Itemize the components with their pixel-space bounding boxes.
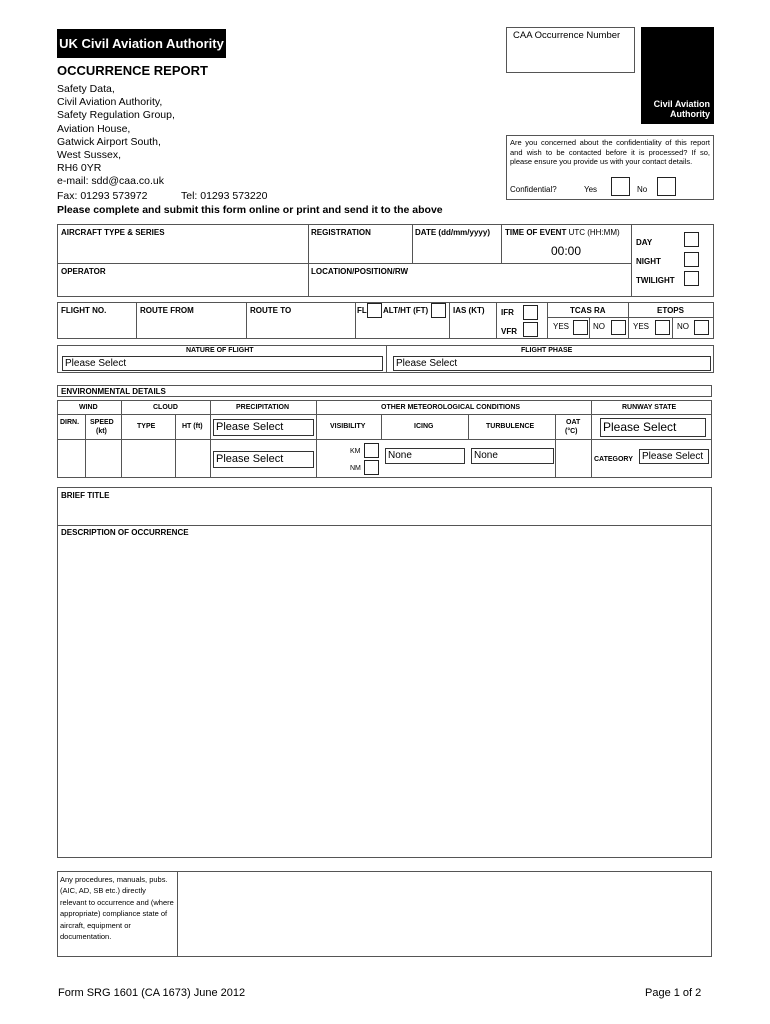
aircraft-type-label: AIRCRAFT TYPE & SERIES xyxy=(61,228,165,237)
email-line: e-mail: sdd@caa.co.uk xyxy=(57,175,164,188)
speed-unit: (kt) xyxy=(96,428,107,435)
route-to-input[interactable] xyxy=(248,317,353,337)
logo-text-line1: Civil Aviation xyxy=(653,99,710,109)
confidential-no-checkbox[interactable] xyxy=(657,177,676,196)
route-from-input[interactable] xyxy=(138,317,244,337)
date-label: DATE (dd/mm/yyyy) xyxy=(415,228,490,237)
oat-unit: (°C) xyxy=(565,428,578,435)
form-id: Form SRG 1601 (CA 1673) June 2012 xyxy=(58,987,246,999)
dirn-label: DIRN. xyxy=(60,419,80,426)
location-input[interactable] xyxy=(310,278,629,295)
address-line: Civil Aviation Authority, xyxy=(57,96,163,109)
category-label: CATEGORY xyxy=(594,456,633,463)
alt-label: ALT/HT (FT) xyxy=(383,306,429,315)
etops-yes-checkbox[interactable] xyxy=(655,320,670,335)
km-checkbox[interactable] xyxy=(364,443,379,458)
etops-no-checkbox[interactable] xyxy=(694,320,709,335)
twilight-label: TWILIGHT xyxy=(636,276,675,285)
flight-no-input[interactable] xyxy=(59,317,134,337)
tcas-label: TCAS RA xyxy=(570,306,606,315)
caa-logo xyxy=(641,27,714,124)
address-line: Safety Data, xyxy=(57,83,115,95)
time-label: TIME OF EVENT UTC (HH:MM) xyxy=(505,228,620,237)
phase-select[interactable]: Please Select xyxy=(393,356,711,371)
brand-label-box xyxy=(57,29,226,58)
wind-speed-input[interactable] xyxy=(87,441,119,476)
time-input[interactable]: 00:00 xyxy=(550,244,582,258)
confidential-no-label: No xyxy=(637,185,648,194)
aircraft-type-input[interactable] xyxy=(59,240,306,261)
category-select[interactable]: Please Select xyxy=(639,449,709,464)
registration-input[interactable] xyxy=(310,240,410,261)
alt-checkbox[interactable] xyxy=(431,303,446,318)
icing-label: ICING xyxy=(414,423,434,430)
km-label: KM xyxy=(350,448,361,455)
fl-checkbox[interactable] xyxy=(367,303,382,318)
description-textarea[interactable] xyxy=(59,540,710,856)
vfr-checkbox[interactable] xyxy=(523,322,538,337)
oat-input[interactable] xyxy=(557,416,589,437)
precipitation-select-1[interactable]: Please Select xyxy=(213,419,314,436)
day-checkbox[interactable] xyxy=(684,232,699,247)
precipitation-select-2[interactable]: Please Select xyxy=(213,451,314,468)
icing-select[interactable]: None xyxy=(385,448,465,464)
oat-label: OAT xyxy=(566,419,581,426)
tel-line: Tel: 01293 573220 xyxy=(181,190,268,202)
description-label: DESCRIPTION OF OCCURRENCE xyxy=(61,528,189,537)
cloud-type-input[interactable] xyxy=(123,441,173,476)
procedures-input[interactable] xyxy=(179,873,710,955)
ias-label: IAS (KT) xyxy=(453,306,485,315)
etops-yes-label: YES xyxy=(633,322,650,331)
cloud-ht-input[interactable] xyxy=(177,441,208,476)
confidential-yes-label: Yes xyxy=(584,185,598,194)
vfr-label: VFR xyxy=(501,327,517,336)
operator-input[interactable] xyxy=(59,278,306,295)
phase-label: FLIGHT PHASE xyxy=(521,347,573,354)
runway-state-label: RUNWAY STATE xyxy=(622,404,677,411)
brief-title-label: BRIEF TITLE xyxy=(61,491,110,500)
speed-label: SPEED xyxy=(90,419,114,426)
wind-label: WIND xyxy=(79,404,98,411)
date-input[interactable] xyxy=(414,240,499,261)
night-checkbox[interactable] xyxy=(684,252,699,267)
confidential-yes-checkbox[interactable] xyxy=(611,177,630,196)
procedures-text: Any procedures, manuals, pubs. (AIC, AD, SB etc.) directly relevant to occurrence and (where appropriate) compliance state of aircraft, equipment or documentation. xyxy=(60,875,174,942)
route-from-label: ROUTE FROM xyxy=(140,306,194,315)
other-met-label: OTHER METEOROLOGICAL CONDITIONS xyxy=(381,404,521,411)
twilight-checkbox[interactable] xyxy=(684,271,699,286)
tcas-no-label: NO xyxy=(593,322,605,331)
turbulence-select[interactable]: None xyxy=(471,448,554,464)
route-to-label: ROUTE TO xyxy=(250,306,292,315)
registration-label: REGISTRATION xyxy=(311,228,371,237)
cloud-label: CLOUD xyxy=(153,404,178,411)
env-section-label: ENVIRONMENTAL DETAILS xyxy=(61,387,166,396)
nm-checkbox[interactable] xyxy=(364,460,379,475)
visibility-label: VISIBILITY xyxy=(330,423,366,430)
cloud-type-label: TYPE xyxy=(137,423,156,430)
fax-line: Fax: 01293 573972 xyxy=(57,190,148,202)
etops-no-label: NO xyxy=(677,322,689,331)
address-line: Aviation House, xyxy=(57,122,131,135)
tcas-no-checkbox[interactable] xyxy=(611,320,626,335)
logo-text-line2: Authority xyxy=(670,109,710,119)
ifr-label: IFR xyxy=(501,308,514,317)
page-number: Page 1 of 2 xyxy=(645,987,702,999)
precip-label: PRECIPITATION xyxy=(236,404,290,411)
location-label: LOCATION/POSITION/RW xyxy=(311,267,409,276)
nm-label: NM xyxy=(350,465,361,472)
page-title: OCCURRENCE REPORT xyxy=(57,63,208,78)
nature-label: NATURE OF FLIGHT xyxy=(186,347,254,354)
fl-label: FL xyxy=(357,306,367,315)
caa-number-field[interactable] xyxy=(506,27,635,73)
confidential-question: Confidential? xyxy=(510,185,557,194)
day-label: DAY xyxy=(636,238,653,247)
ias-input[interactable] xyxy=(451,317,494,337)
address-block xyxy=(57,83,175,189)
nature-select[interactable]: Please Select xyxy=(62,356,383,371)
address-line: Gatwick Airport South, xyxy=(57,135,161,148)
address-line: RH6 0YR xyxy=(57,162,102,175)
confidential-text: Are you concerned about the confidentiality of this report and wish to be contacted before it is processed? If so, please ensure you provide us with your contact details. xyxy=(510,138,710,166)
turbulence-label: TURBULENCE xyxy=(486,423,535,430)
tcas-yes-checkbox[interactable] xyxy=(573,320,588,335)
ifr-checkbox[interactable] xyxy=(523,305,538,320)
night-label: NIGHT xyxy=(636,257,661,266)
submit-instruction: Please complete and submit this form online or print and send it to the above xyxy=(57,204,443,216)
env-header-box xyxy=(57,385,712,397)
address-line: West Sussex, xyxy=(57,149,121,162)
caa-number-label: CAA Occurrence Number xyxy=(513,30,621,41)
brand-label: UK Civil Aviation Authority xyxy=(59,36,224,51)
operator-label: OPERATOR xyxy=(61,267,106,276)
brief-title-input[interactable] xyxy=(59,502,710,523)
confidential-box xyxy=(506,135,714,200)
wind-dirn-input[interactable] xyxy=(59,441,83,476)
address-line: Safety Regulation Group, xyxy=(57,109,175,122)
etops-label: ETOPS xyxy=(657,306,684,315)
flight-no-label: FLIGHT NO. xyxy=(61,306,107,315)
tcas-yes-label: YES xyxy=(553,322,570,331)
cloud-ht-label: HT (ft) xyxy=(182,423,203,430)
runway-state-select[interactable]: Please Select xyxy=(600,418,706,437)
